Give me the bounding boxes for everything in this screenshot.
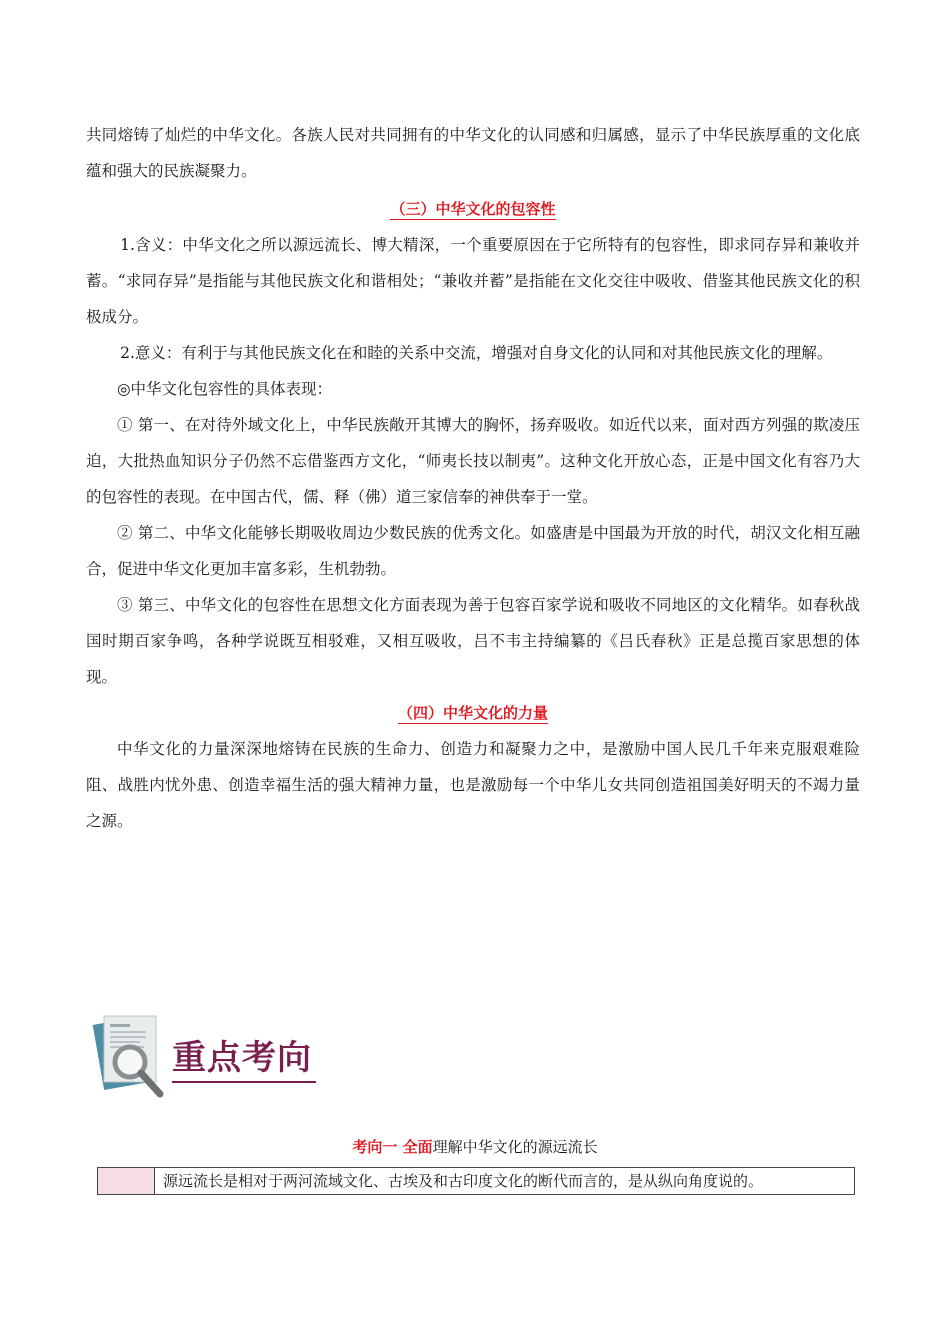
table-content-cell: 源远流长是相对于两河流域文化、古埃及和古印度文化的断代而言的，是从纵向角度说的。 [163, 1172, 764, 1190]
paragraph-point-1: ① 第一、在对待外域文化上，中华民族敞开其博大的胸怀，扬弃吸收。如近代以来，面对西方列强的欺凌压迫，大批热血知识分子仍然不忘借鉴西方文化，“师夷长技以制夷”。这种文化开放心态，正是中国文化有容乃大的包容性的表现。在中国古代，儒、释（佛）道三家信奉的神供奉于一堂。 [86, 416, 860, 506]
table-label-cell [98, 1168, 155, 1194]
section-heading-3: （三）中华文化的包容性 [390, 200, 556, 218]
section-label [0, 1135, 950, 1159]
paragraph-point-2: ② 第二、中华文化能够长期吸收周边少数民族的优秀文化。如盛唐是中国最为开放的时代，胡汉文化相互融合，促进中华文化更加丰富多彩，生机勃勃。 [86, 524, 860, 578]
section-heading-4: （四）中华文化的力量 [397, 704, 548, 722]
paragraph-intro: 共同熔铸了灿烂的中华文化。各族人民对共同拥有的中华文化的认同感和归属感，显示了中华民族厚重的文化底蕴和强大的民族凝聚力。 [86, 126, 860, 180]
banner-title: 重点考向 [172, 1030, 312, 1079]
paragraph-significance: 2.意义：有利于与其他民族文化在和睦的关系中交流，增强对自身文化的认同和对其他民族文化的理解。 [120, 344, 833, 362]
paragraph-expressions-title: ◎中华文化包容性的具体表现： [117, 380, 333, 398]
magnifier-document-icon [92, 1010, 182, 1105]
info-table [97, 1167, 855, 1195]
paragraph-power: 中华文化的力量深深地熔铸在民族的生命力、创造力和凝聚力之中，是激励中国人民几千年来克服艰难险阻、战胜内忧外患、创造幸福生活的强大精神力量，也是激励每一个中华儿女共同创造祖国美好明天的不竭力量之源。 [86, 740, 860, 830]
section-label-black: 理解中华文化的源远流长 [432, 1138, 598, 1156]
key-points-banner [92, 1010, 332, 1110]
paragraph-meaning: 1.含义：中华文化之所以源远流长、博大精深，一个重要原因在于它所特有的包容性，即求同存异和兼收并蓄。“求同存异”是指能与其他民族文化和谐相处；“兼收并蓄”是指能在文化交往中吸收、借鉴其他民族文化的积极成分。 [86, 236, 860, 326]
section-label-red: 考向一 全面 [352, 1138, 433, 1156]
document-body [86, 117, 860, 839]
paragraph-point-3: ③ 第三、中华文化的包容性在思想文化方面表现为善于包容百家学说和吸收不同地区的文化精华。如春秋战国时期百家争鸣，各种学说既互相驳难，又相互吸收，吕不韦主持编纂的《吕氏春秋》正是总揽百家思想的体现。 [86, 596, 860, 686]
